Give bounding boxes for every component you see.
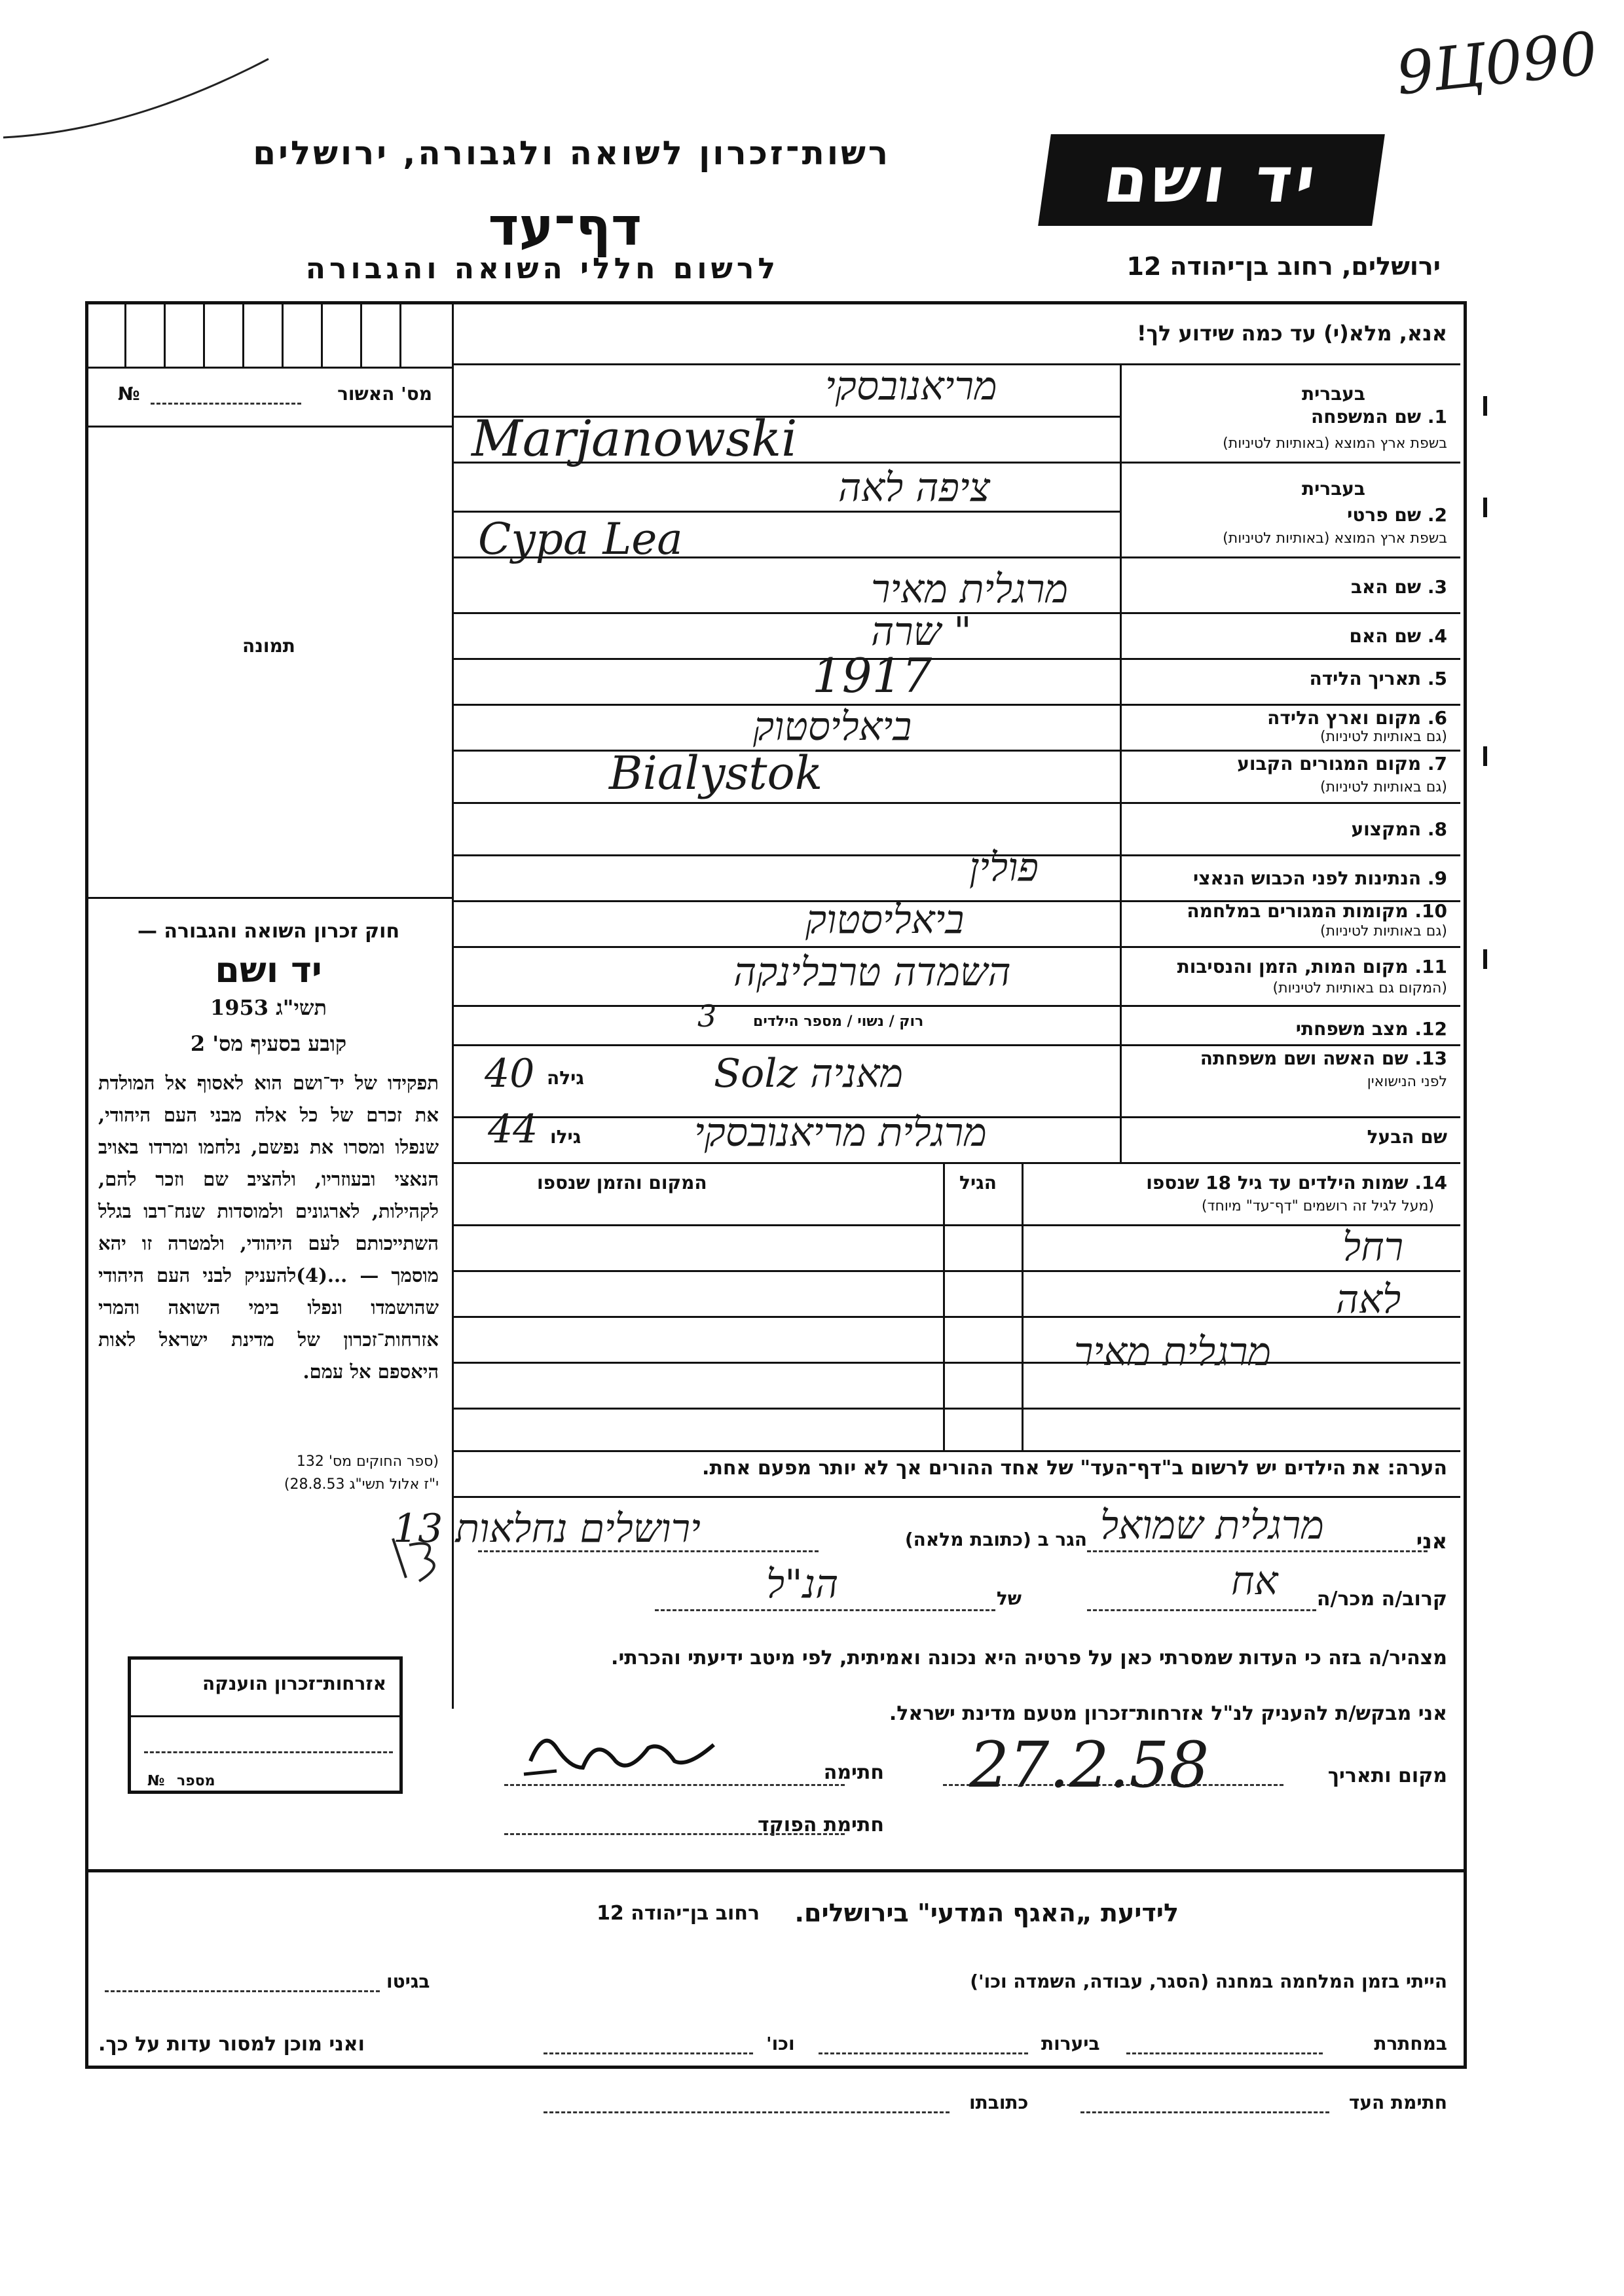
field-10-value: ביאליסטוק — [805, 897, 965, 943]
margin-mark — [1483, 949, 1487, 969]
field-6-value: ביאליסטוק — [753, 704, 912, 750]
field-3-label: 3. שם האב — [1350, 576, 1447, 598]
field-4-value: " שרה — [871, 609, 972, 655]
field-2-label: 2. שם פרטי — [1347, 504, 1447, 526]
declaration-request: אני מבקש/ת להעניק לנ"ל אזרחות־זכרון מטעם מדינת ישראל. — [889, 1702, 1447, 1725]
law-reference-1: (ספר החוקים מס' 132 — [296, 1453, 439, 1470]
child-name-3: מרגלית מאיר — [1074, 1329, 1272, 1375]
field-13-sub: לפני הנישואין — [1367, 1074, 1447, 1090]
approval-label: מס' האשור — [337, 383, 432, 405]
footer-ready: ואני מוכן למסור עדות על כך. — [98, 2033, 365, 2056]
field-12-label: 12. מצב משפחתי — [1295, 1018, 1447, 1040]
law-clause: קובע בסעיף מס' 2 — [190, 1031, 347, 1056]
field-1-label: 1. שם המשפחה — [1311, 406, 1447, 428]
yad-vashem-logo: יד ושם — [1038, 134, 1385, 226]
citizenship-number-label: מספר — [177, 1773, 215, 1789]
children-sub: (מעל לגיל זה רושמים "דף־עד" מיוחד) — [1201, 1198, 1434, 1214]
field-10-sub: (גם באותיות לטיניות) — [1320, 923, 1447, 939]
field-7-sub: (גם באותיות לטיניות) — [1320, 779, 1447, 795]
children-label: 14. שמות הילדים עד גיל 18 שנספו — [1146, 1172, 1447, 1194]
citizenship-title: אזרחות־זכרון הוענקה — [202, 1673, 386, 1694]
field-12-value: 3 — [697, 998, 717, 1034]
declarant-signature — [517, 1722, 727, 1794]
photo-label: תמונה — [242, 635, 295, 657]
footer-line1: הייתי בזמן המלחמה במחנה (הסגר, עבודה, השמדה וכו') — [970, 1971, 1447, 1992]
field-10-label: 10. מקומות המגורים במלחמה — [1187, 900, 1447, 922]
footer-address: רחוב בן־יהודה 12 — [597, 1902, 760, 1925]
footer-forests: ביערות — [1041, 2033, 1100, 2054]
field-13-value: מאניה Solz — [714, 1051, 904, 1097]
resides-label: הגר ב (כתובת מלאה) — [904, 1529, 1087, 1550]
field-11-value: השמדה טרבלינקה — [733, 949, 1011, 995]
field-8-label: 8. המקצוע — [1351, 818, 1447, 840]
footer-title: לידיעת „האגף המדעי" בירושלים. — [794, 1899, 1179, 1927]
footer-ghetto: בגיטו — [386, 1971, 430, 1992]
field-4-label: 4. שם האם — [1349, 625, 1447, 647]
children-age-header: הגיל — [959, 1172, 997, 1194]
field-1-hebrew-value: מריאנובסקי — [825, 363, 997, 409]
husband-age-label: גילו — [550, 1126, 581, 1148]
field-6-sub: (גם באותיות לטיניות) — [1320, 729, 1447, 745]
in-hebrew-1: בעברית — [1301, 383, 1365, 405]
law-reference-2: י"ז אלול תשי"ג 28.8.53) — [284, 1476, 439, 1493]
law-year: תשי"ג 1953 — [210, 995, 327, 1020]
field-1-latin-value: Marjanowski — [471, 409, 798, 467]
field-9-value: פולין — [969, 845, 1039, 890]
approval-number-sign: № — [118, 383, 140, 405]
footer-etc: וכו' — [766, 2033, 795, 2054]
children-place-header: המקום והזמן שנספו — [537, 1172, 707, 1194]
relation-value: אח — [1231, 1558, 1278, 1604]
fill-prompt: אנא, מלא(י) עד כמה שידוע לך! — [1136, 321, 1447, 346]
child-name-1: רחל — [1342, 1224, 1404, 1270]
archive-number: 9Ц090 — [1393, 19, 1601, 109]
field-11-sub: (המקום גם באותיות לטיניות) — [1272, 980, 1447, 996]
margin-mark — [1483, 746, 1487, 766]
field-1-sub: בשפת ארץ המוצא (באותיות לטיניות) — [1223, 435, 1447, 452]
of-value: הנ"ל — [766, 1561, 839, 1607]
husband-value: מרגלית מריאנובסקי — [694, 1110, 987, 1156]
field-2-sub: בשפת ארץ המוצא (באותיות לטיניות) — [1223, 530, 1447, 547]
field-6-label: 6. מקום וארץ הלידה — [1267, 707, 1447, 729]
field-2-hebrew-value: ציפה לאה — [838, 465, 991, 511]
declarant-name: מרגלית שמואל — [1100, 1503, 1324, 1548]
declaration-ani: אני — [1416, 1529, 1447, 1554]
footer-underground: במחתרת — [1374, 2033, 1447, 2054]
signature-label: חתימה — [823, 1761, 884, 1784]
child-name-2: לאה — [1336, 1277, 1401, 1322]
in-hebrew-2: בעברית — [1301, 478, 1365, 500]
field-13-age-label: גילה — [547, 1067, 584, 1089]
law-title: חוק זכרון השואה והגבורה — — [137, 920, 400, 943]
field-2-latin-value: Cypa Lea — [478, 514, 683, 564]
field-13-label: 13. שם האשה ושם משפחתה — [1200, 1048, 1447, 1069]
citizenship-number-sign: № — [147, 1773, 165, 1789]
relative-label: קרוב/ה מכר/ה — [1316, 1588, 1447, 1611]
declaration-statement: מצהיר/ה בזה כי העדות שמסרתי כאן על פרטיה היא נכונה ואמיתית, לפי מיטב ידיעתי והכרתי. — [611, 1647, 1447, 1669]
address-header: ירושלים, רחוב בן־יהודה 12 — [1126, 252, 1441, 281]
husband-age-value: 44 — [488, 1106, 538, 1152]
field-7-label: 7. מקום המגורים הקבוע — [1237, 753, 1447, 774]
of-label: של — [996, 1588, 1022, 1609]
law-text: תפקידו של יד־ושם הוא לאסוף אל המולדת את זכרם של כל אלה מבני העם היהודי, שנפלו ומסרו את נפשם, נלחמו ומרדו באויב הנאצי ובעוזריו, ולהציב שם וזכר להם, לקהילות, לארגונים ולמוסדות שנח־רבו בגלל השתייכותם לעם היהודי, ולמטרה זו יהא מוסמך — ...(4)להעניק לבני העם היהודי שהושמדו ונפלו בימי השואה והמרי אזרחות־זכרון של מדינת ישראל לאות היאספם אל עמם. — [98, 1072, 439, 1383]
law-name: יד ושם — [215, 949, 322, 991]
field-12-options: רוק / נשוי / מספר הילדים — [753, 1013, 924, 1030]
authority-header: רשות־זכרון לשואה ולגבורה, ירושלים — [253, 134, 891, 172]
note-text: הערה: את הילדים יש לרשום ב"דף־העד" של אחד ההורים אך לא יותר מפעם אחת. — [702, 1457, 1447, 1480]
field-13-age-value: 40 — [485, 1051, 535, 1097]
field-5-value: 1917 — [812, 648, 932, 703]
date-value: 27.2.58 — [969, 1728, 1209, 1802]
place-date-label: מקום ותאריך — [1327, 1764, 1447, 1787]
declarant-address: ירושלים נחלאות 13 — [393, 1506, 701, 1552]
field-3-value: מרגלית מאיר — [871, 566, 1069, 612]
margin-mark — [1483, 498, 1487, 517]
stray-line — [0, 52, 275, 144]
form-subtitle: לרשום חללי השואה והגבורה — [305, 252, 779, 285]
field-5-label: 5. תאריך הלידה — [1309, 668, 1447, 689]
field-11-label: 11. מקום המות, הזמן והנסיבות — [1177, 956, 1447, 977]
field-7-value: Bialystok — [609, 746, 823, 800]
husband-label: שם הבעל — [1367, 1126, 1447, 1148]
margin-scribble — [386, 1525, 478, 1591]
footer-his-address: כתובתו — [969, 2092, 1029, 2113]
form-title: דף־עד — [488, 196, 642, 257]
footer-witness-signature: חתימת העד — [1348, 2092, 1447, 2113]
field-9-label: 9. הנתינות לפני הכבוש הנאצי — [1193, 867, 1447, 889]
officer-signature-label: חתימת הפוקד — [758, 1813, 884, 1836]
margin-mark — [1483, 396, 1487, 416]
